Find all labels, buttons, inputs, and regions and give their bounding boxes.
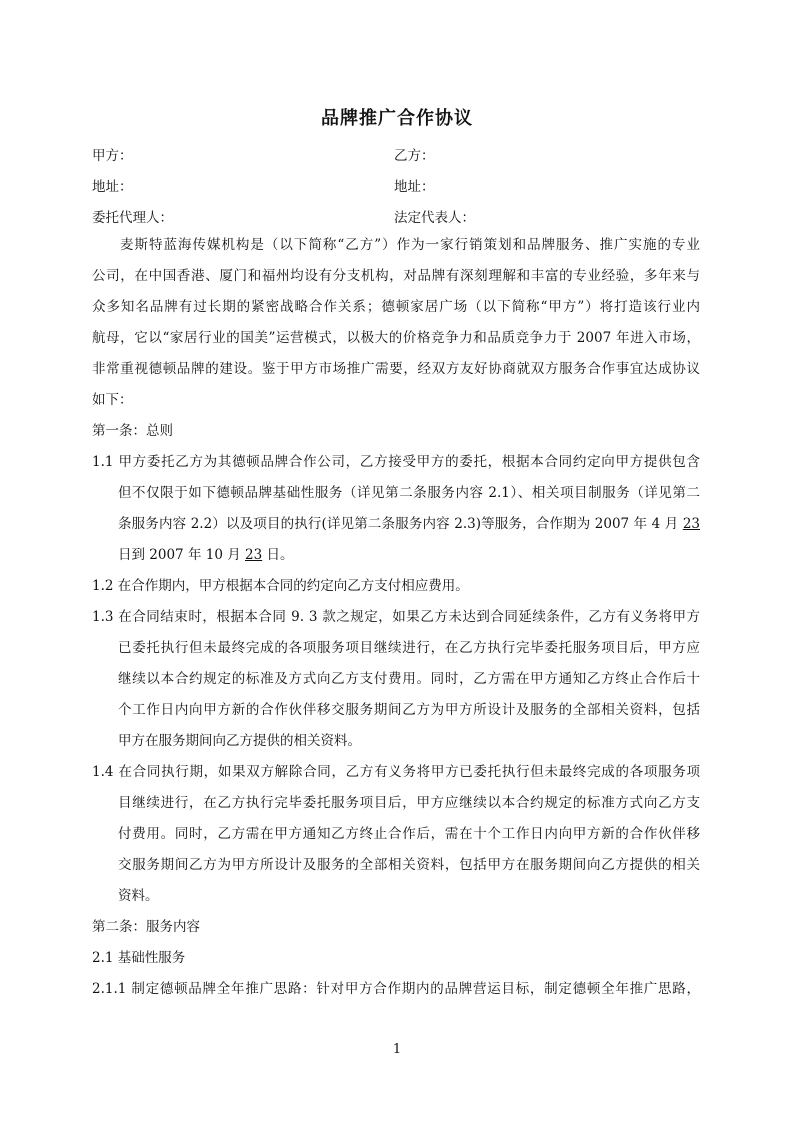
- text-line: 第二条：服务内容: [92, 919, 200, 935]
- legal-rep-label: 法定代表人：: [394, 210, 475, 226]
- party-a-address-label: 地址：: [92, 179, 133, 195]
- underlined-date: 23: [245, 547, 263, 563]
- text-line: [92, 509, 700, 540]
- text-line: 1.1 甲方委托乙方为其德顿品牌合作公司，乙方接受甲方的委托，根据本合同约定向甲方提供包含: [92, 454, 700, 470]
- document-title: 品牌推广合作协议: [321, 108, 473, 129]
- text-line: [92, 540, 700, 571]
- text-line: 继续以本合约规定的标准及方式向乙方支付费用。同时，乙方需在甲方通知乙方终止合作后十: [118, 671, 700, 687]
- text-line: 目继续进行，在乙方执行完毕委托服务项目后，甲方应继续以本合约规定的标准方式向乙方支: [118, 795, 700, 811]
- text-line: 非常重视德顿品牌的建设。鉴于甲方市场推广需要，经双方友好协商就双方服务合作事宜达成协议: [92, 361, 700, 377]
- paragraph: [92, 230, 700, 416]
- text-line: 交服务期间乙方为甲方所设计及服务的全部相关资料，包括甲方在服务期间向乙方提供的相关: [118, 857, 700, 873]
- text-line: 麦斯特蓝海传媒机构是（以下简称“乙方”）作为一家行销策划和品牌服务、推广实施的专业: [120, 237, 700, 253]
- text-line: 已委托执行但未最终完成的各项服务项目继续进行，在乙方执行完毕委托服务项目后，甲方应: [118, 640, 700, 656]
- paragraph: [92, 416, 700, 447]
- document-body: [92, 230, 700, 1005]
- party-a-label: 甲方：: [92, 148, 133, 164]
- paragraph: [92, 974, 700, 1005]
- text-line: 甲方在服务期间向乙方提供的相关资料。: [118, 733, 361, 749]
- text-line: 1.4 在合同执行期，如果双方解除合同，乙方有义务将甲方已委托执行但未最终完成的各项服务项: [92, 764, 700, 780]
- underlined-date: 23: [682, 516, 700, 532]
- paragraph: [92, 757, 700, 912]
- text-line: 航母，它以“家居行业的国美”运营模式，以极大的价格竞争力和品质竞争力于 2007 年进入市场，: [92, 330, 700, 346]
- text-line: 个工作日内向甲方新的合作伙伴移交服务期间乙方为甲方所设计及服务的全部相关资料，包括: [118, 702, 700, 718]
- text-line: 2.1 基础性服务: [92, 950, 186, 966]
- text-line: 众多知名品牌有过长期的紧密战略合作关系；德顿家居广场（以下简称“甲方”）将打造该行业内: [92, 299, 700, 315]
- paragraph: [92, 447, 700, 571]
- text-segment: 日。: [262, 547, 294, 563]
- text-segment: 日到 2007 年 10 月: [118, 547, 245, 563]
- paragraph: [92, 571, 700, 602]
- paragraph: [92, 943, 700, 974]
- text-line: 1.2 在合作期内，甲方根据本合同的约定向乙方支付相应费用。: [92, 578, 469, 594]
- party-b-label: 乙方：: [394, 148, 435, 164]
- party-b-address-label: 地址：: [394, 179, 435, 195]
- text-line: 资料。: [118, 888, 159, 904]
- agent-label: 委托代理人：: [92, 210, 173, 226]
- text-line: 公司，在中国香港、厦门和福州均设有分支机构，对品牌有深刻理解和丰富的专业经验，多年来与: [92, 268, 700, 284]
- text-line: 第一条：总则: [92, 423, 173, 439]
- text-line: 但不仅限于如下德顿品牌基础性服务（详见第二条服务内容 2.1）、相关项目制服务（详见第二: [118, 485, 700, 501]
- text-segment: 条服务内容 2.2）以及项目的执行(详见第二条服务内容 2.3)等服务，合作期为 2007 年 4 月: [118, 516, 683, 532]
- text-line: 付费用。同时，乙方需在甲方通知乙方终止合作后，需在十个工作日内向甲方新的合作伙伴移: [118, 826, 700, 842]
- paragraph: [92, 912, 700, 943]
- paragraph: [92, 602, 700, 757]
- text-line: 2.1.1 制定德顿品牌全年推广思路：针对甲方合作期内的品牌营运目标，制定德顿全年推广思路，: [92, 981, 700, 997]
- page-number: 1: [392, 1042, 402, 1057]
- text-line: 如下：: [92, 392, 133, 408]
- text-line: 1.3 在合同结束时，根据本合同 9. 3 款之规定，如果乙方未达到合同延续条件，乙方有义务将甲方: [92, 609, 700, 625]
